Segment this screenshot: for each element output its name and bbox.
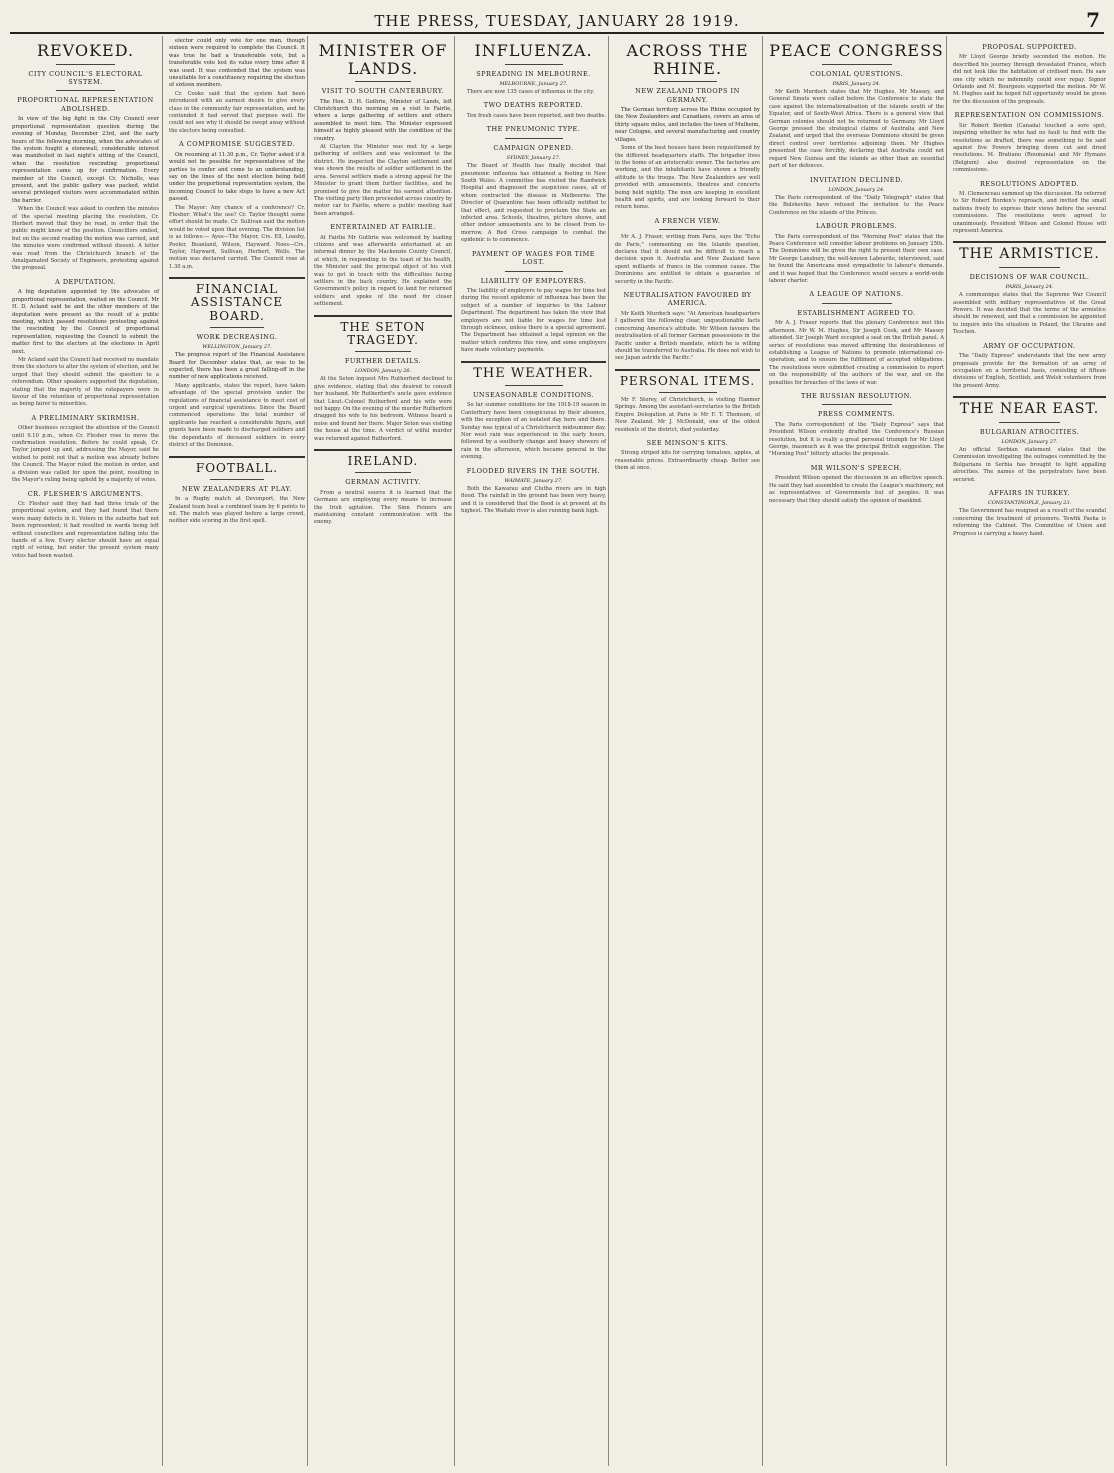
subhead-french-view: A FRENCH VIEW.: [654, 216, 721, 225]
league-body: Mr A. J. Fraser reports that the plenary Conference met this afternoon. Mr W. M. Hughes, Sir Joseph Cook, and Mr Massey attended. Sir Joseph Ward occupied a seat on the British panel. A series of resolutions was moved affirming the desirableness of establishing a League of Nations to promote international co-operation, and to ensure the fulfilment of accepted obligations. The resolutions were submitted creating a commission to report on the responsibility of the authors of the war, and on the penalties for breaches of the laws of war.: [769, 320, 944, 386]
dateline-waimate: WAIMATE, January 27.: [504, 478, 563, 485]
rhine-body-2: Some of the best houses have been requisitioned by the different headquarters staffs. The brigadier lives in the home of an aristocratic owner. The factories are working, and the inhabitants have shown a friendly attitude to the troops. The New Zealanders are well provided with amusements, theatres and concerts being held nightly. The men are keeping in excellent health and spirits, and are looking forward to their return home.: [615, 145, 760, 211]
dateline-london-24: LONDON, January 24.: [828, 186, 885, 193]
column-5: [608, 36, 763, 1466]
wilson-body: President Wilson opened the discussion in an effective speech. He said they had assembled to create the League's machinery, not as representatives of Governments but of peoples. It was necessary that they should satisfy the opinion of mankind.: [769, 475, 944, 504]
subhead-flooded-rivers: FLOODED RIVERS IN THE SOUTH.: [466, 466, 601, 475]
subhead-pr-abolished: PROPORTIONAL REPRESENTATION ABOLISHED.: [17, 96, 154, 113]
subhead-two-deaths: TWO DEATHS REPORTED.: [483, 101, 584, 110]
occupation-body: The "Daily Express" understands that the new army proposals provide for the formation of an army of occupation on a territorial basis, consisting of fifteen divisions of English, Scottish, and Welsh volunteers from the present Army.: [953, 353, 1106, 389]
subhead-deputation: A DEPUTATION.: [55, 277, 116, 286]
resolutions-body: M. Clemenceau summed up the discussion. He referred to Sir Robert Borden's reproach, and invited the small nations freely to express their views before the several commissions. The resolutions were agreed to unanimously. President Wilson and Colonel House will represent America.: [953, 191, 1106, 235]
subhead-resolutions-adopted: RESOLUTIONS ADOPTED.: [979, 179, 1080, 188]
flood-body: Both the Kawarau and Clutha rivers are in high flood. The rainfall in the ground has been very heavy, and it is considered that the flood is at present at its highest. The Waitaki river is also running bank high.: [461, 486, 606, 515]
headline-seton-tragedy: THE SETON TRAGEDY.: [340, 319, 426, 347]
subhead-electoral-system: CITY COUNCIL'S ELECTORAL SYSTEM.: [28, 69, 143, 87]
headline-financial-board: FINANCIAL ASSISTANCE BOARD.: [190, 282, 284, 323]
subhead-german-activity: GERMAN ACTIVITY.: [345, 478, 421, 487]
subhead-nz-at-play: NEW ZEALANDERS AT PLAY.: [181, 484, 293, 493]
column-3: [307, 36, 455, 1466]
subhead-minson-kits: SEE MINSON'S KITS.: [646, 438, 729, 447]
column-4: [454, 36, 609, 1466]
labour-body: The Paris correspondent of the "Morning Post" states that the Peace Conference will consider labour problems on January 25th. The Dominions will be given the right to present their own case. Mr George Lansbury, the well-known Labourite, interviewed, said he found the Americans most sympathetic to labour's demands, and it was hoped that the Conference would secure a world-wide labour charter.: [769, 233, 944, 285]
minister-body: The Hon. D. H. Guthrie, Minister of Lands, left Christchurch this morning on a visit to Fairlie, where a large gathering of settlers and others assembled to meet him. The Minister expressed himself as highly pleased with the condition of the country.: [314, 98, 452, 142]
headline-personal-items: PERSONAL ITEMS.: [619, 373, 756, 388]
subhead-neutralisation: NEUTRALISATION FAVOURED BY AMERICA.: [623, 291, 752, 308]
subhead-russian-resolution: THE RUSSIAN RESOLUTION.: [801, 391, 912, 400]
dateline-paris-24: PARIS, January 24.: [1005, 284, 1054, 291]
financial-body: The progress report of the Financial Assistance Board for December states that, as was to be expected, there has been a great falling-off in the number of new applications received.: [169, 352, 305, 381]
subhead-spreading-melbourne: SPREADING IN MELBOURNE.: [476, 69, 591, 78]
peace-body: Mr Keith Murdoch states that Mr Hughes, Mr Massey, and General Smuts were called before the Conference to state the case against the internationalisation of the islands south of the Equator, and of South-West Africa. There is a general view that German colonies should not be returned to Germany. Mr Lloyd George pressed the strategical claims of Australia and New Zealand, and urged that the overseas Dominions should be given direct control over territories adjoining them. Mr Hughes presented the case forcibly, declaring that Australia could not regard New Guinea and the islands as other than an essential part of her defences.: [769, 89, 944, 170]
subhead-flesher-arguments: CR. FLESHER'S ARGUMENTS.: [27, 489, 144, 498]
continued-body: elector could only vote for one man, though sixteen were required to complete the Council. It was true he had a transferable vote, but a transferable vote lost its value every time after it was used. It was contended that the system was unsuitable for a constituency requiring the election of sixteen members.: [169, 38, 305, 89]
dateline-london-27: LONDON, January 27.: [1001, 439, 1058, 445]
masthead: [10, 10, 1104, 34]
headline-football: FOOTBALL.: [195, 460, 279, 475]
subhead-bulgarian-atrocities: BULGARIAN ATROCITIES.: [979, 427, 1080, 436]
subhead-work-decreasing: WORK DECREASING.: [196, 332, 278, 341]
compromise-body-2: The Mayor: Any chance of a conference? Cr. Flesher: What's the use? Cr. Taylor thought some effort should be made. Cr. Sullivan said the motion would be voted upon that evening. The division list is as follows:— Ayes—The Mayor, Crs. Ell, Loasby, Pooler, Beanland, Wilson, Hayward. Noes—Crs. Taylor, Hayward, Sullivan, Herbert, Wells. The motion was declared carried. The Council rose at 1.30 a.m.: [169, 204, 305, 270]
invitation-body: The Paris correspondent of the "Daily Telegraph" states that the Bolsheviks have refused the invitation to the Peace Conference on the islands of the Princes.: [769, 194, 944, 216]
dateline-paris: PARIS, January 24.: [832, 81, 881, 88]
dateline-london: LONDON, January 26.: [354, 368, 412, 375]
subhead-establishment-agreed: ESTABLISHMENT AGREED TO.: [797, 308, 916, 317]
subhead-nz-troops-germany: NEW ZEALAND TROOPS IN GERMANY.: [635, 87, 740, 104]
minister-body-2: At Clayton the Minister was met by a large gathering of settlers and was welcomed to the district. He inspected the Clayton settlement and was shown the results of soldier settlement in the area. Several settlers made a strong appeal for the Minister to grant them further facilities, and he promised to give the matter his earnest attention. The visiting party then proceeded across country by motor car to Fairlie, where a public meeting had been arranged.: [314, 144, 452, 217]
subhead-proposal-supported: PROPOSAL SUPPORTED.: [982, 43, 1077, 51]
subhead-unseasonable: UNSEASONABLE CONDITIONS.: [472, 390, 595, 399]
skirmish-body: Other business occupied the attention of the Council until 9.10 p.m., when Cr. Flesher rose to move the confirmation resolution. Before he could speak, Cr. Taylor jumped up and, addressing the Mayor, said he wished to point out that a motion was already before the Council. The Mayor ruled the motion in order, and a division was called for upon the point, resulting in the Mayor's ruling being upheld by a majority of votes.: [12, 425, 159, 484]
subhead-preliminary-skirmish: A PRELIMINARY SKIRMISH.: [31, 413, 140, 422]
rhine-body: The German territory across the Rhine occupied by the New Zealanders and Canadians, covers an area of thirty square miles, and includes the town of Mulheim, near Cologne, and several manufacturing and country villages.: [615, 107, 760, 143]
fairlie-body: At Fairlie Mr Guthrie was welcomed by leading citizens and was afterwards entertained at an informal dinner by the Mackenzie County Council, at which, in responding to the toast of his health, the Minister said the principal object of his visit was to get in touch with the difficulties facing settlers in the back country. He explained the Government's policy in regard to land for returned soldiers and spoke of the need for closer settlement.: [314, 234, 452, 308]
subhead-league-of-nations: A LEAGUE OF NATIONS.: [809, 290, 904, 299]
subhead-invitation-declined: INVITATION DECLINED.: [809, 175, 904, 184]
influenza-body-3: The Board of Health has finally decided that pneumonic influenza has obtained a footing in New South Wales. A committee has visited the Randwick Hospital and diagnosed the suspicious cases, all of whom contracted the disease in Melbourne. The Director of Quarantine has been officially notified to that effect, and requested to proclaim the State an infected area. Schools, theatres, picture shows, and other indoor amusements are to be closed from to-morrow. A Red Cross campaign to combat the epidemic is to commence.: [461, 163, 606, 244]
flesher-body: Cr. Flesher said they had had three trials of the proportional system, and they had found that there were many defects in it. Voters in the suburbs had not been represented; it had resulted in wards being left without councillors and representation falling into the hands of a few. Every elector should have an equal right of voting, but under the present system many votes had been wasted.: [12, 500, 159, 559]
column-6: [762, 36, 947, 1466]
subhead-campaign-opened: CAMPAIGN OPENED.: [493, 143, 574, 152]
column-1: [10, 36, 162, 1466]
subhead-labour-problems: LABOUR PROBLEMS.: [815, 222, 898, 231]
column-7: [946, 36, 1109, 1466]
subhead-payment-of-wages: PAYMENT OF WAGES FOR TIME LOST.: [471, 249, 595, 267]
minson-body: Strong striped kits for carrying tomatoes, apples, at reasonable prices. Extraordinarily cheap. Better see them at once.: [615, 450, 760, 472]
deputation-body: A big deputation appointed by the advocates of proportional representation, waited on the Council. Mr H. D. Acland said he and the other members of the deputation were present as the result of a public meeting, which passed resolutions protesting against the rescinding by the Council of proportional representation, requesting the Council to submit the matter first to the electors at the elections in April next.: [12, 289, 159, 355]
dateline-wellington: WELLINGTON, January 27.: [202, 344, 272, 351]
headline-ireland: IRELAND.: [347, 454, 419, 469]
subhead-army-of-occupation: ARMY OF OCCUPATION.: [983, 341, 1076, 350]
seton-body: At the Seton inquest Mrs Rutherford declined to give evidence, stating that she desired to consult her husband. Mr Rutherford's uncle gave evidence that Lieut.-Colonel Rutherford and his wife were not happy. On the evening of the murder Rutherford dragged his wife to his bedroom. Witness heard a noise and found her there. Major Seton was visiting the house at the time. A verdict of wilful murder was returned against Rutherford.: [314, 376, 452, 442]
headline-armistice: THE ARMISTICE.: [959, 246, 1100, 263]
armistice-body: A communique states that the Supreme War Council assembled with military representatives of the Great Powers. It was decided that the terms of the armistice should be renewed, and that a commission be appointed to inquire into the situation in Poland, the Ukraine and Teschen.: [953, 292, 1106, 336]
article-body: In view of the big fight in the City Council over proportional representation question during the evening of Monday, December 23rd, and the early hours of the following morning, when the advocates of the system fought a stonewall, considerable interest was manifested in last night's sitting of the Council, when the resolution rescinding proportional representation came up for confirmation. Every member of the Council, except Cr. Nicholls, was present, and the public gallery was packed, whilst several privileged visitors were accommodated within the barrier.: [12, 116, 159, 204]
commissions-body: Sir Robert Borden (Canada) touched a sore spot, inquiring whether he who had no fault to find with the resolutions as drafted, there was something to be said against five Powers bringing down cut and dried resolutions. M. Bratiano (Roumania) and Mr Hymans (Belgium) also desired representation on the commissions.: [953, 122, 1106, 174]
subhead-press-comments: PRESS COMMENTS.: [817, 410, 896, 419]
headline-across-the-rhine: ACROSS THE RHINE.: [626, 41, 749, 78]
subhead-entertained-fairlie: ENTERTAINED AT FAIRLIE.: [330, 223, 436, 232]
dateline-melbourne: MELBOURNE, January 27.: [499, 81, 568, 88]
subhead-colonial-questions: COLONIAL QUESTIONS.: [810, 69, 903, 78]
subhead-representation-commissions: REPRESENTATION ON COMMISSIONS.: [954, 111, 1105, 120]
subhead-wilson-speech: MR WILSON'S SPEECH.: [810, 463, 903, 472]
compromise-body: On resuming at 11.30 p.m., Cr. Taylor asked if it would not be possible for representatives of the parties to confer and come to an understanding, say on the lines of the next election being held under the proportional representation system, the incoming Council to take steps to have a new Act passed.: [169, 151, 305, 203]
masthead-title: THE PRESS, TUESDAY, JANUARY 28 1919.: [374, 12, 740, 30]
ireland-body: From a neutral source it is learned that the Germans are employing every means to increase the Irish agitation. The Sinn Feiners are maintaining constant communication with the enemy.: [314, 489, 452, 526]
deputation-body-continued: Mr Acland said the Council had received no mandate from the electors to alter the system of election, and he urged that they should submit the question to a referendum. Other speakers supported the deputation, stating that the majority of the ratepayers were in favour of the retention of proportional representation as being fairer to minorities.: [12, 356, 159, 408]
influenza-body-2: Ten fresh cases have been reported, and two deaths.: [467, 112, 606, 119]
dateline-sydney: SYDNEY, January 27.: [506, 155, 561, 162]
russian-body: The Paris correspondent of the "Daily Express" says that President Wilson evidently drafted the Conference's Russian resolution, but it is really a great personal triumph for Mr Lloyd George, inasmuch as it was the principal British suggestion. The "Morning Post" bitterly attacks the proposals.: [769, 421, 944, 458]
headline-near-east: THE NEAR EAST.: [959, 401, 1100, 418]
football-body: In a Rugby match at Devonport, the New Zealand team beat a combined team by 6 points to nil. The match was played before a large crowd, neither side scoring in the first spell.: [169, 496, 305, 525]
headline-peace-congress: PEACE CONGRESS: [769, 41, 944, 60]
page-number: 7: [1086, 8, 1100, 32]
column-2: [162, 36, 308, 1466]
weather-body: So far summer conditions for the 1918-19 season in Canterbury have been conspicuous by their absence, with the exception of an isolated day here and there. Sunday was typical of a Christchurch midsummer day. Nor west rain was experienced in the early hours, followed by a southerly change and heavy showers of rain in the afternoon, which became general in the evening.: [461, 402, 606, 461]
continued-body-2: Cr. Cooke said that the system had been introduced with an earnest desire to give every class in the community fair representation, and he contended it had served that purpose well. He could not see why it should be swept away without the electors being consulted.: [169, 90, 305, 134]
bulgarian-body: An official Serbian statement states that the Commission investigating the outrages committed by the Bulgarians in Serbia has brought to light appalling atrocities. The names of the perpetrators have been secured.: [953, 447, 1106, 483]
wages-body: The liability of employers to pay wages for time lost during the recent epidemic of influenza has been the subject of a number of inquiries to the Labour Department. The department has taken the view that employers are not liable for wages for time lost through sickness, unless there is a special agreement. The Department has obtained a legal opinion on the matter which confirms this view, and some employers have made voluntary payments.: [461, 287, 606, 354]
subhead-liability-employers: LIABILITY OF EMPLOYERS.: [480, 276, 587, 285]
neutralisation-body: Mr Keith Murdoch says: "At American headquarters I gathered the following clear, unquestionable facts concerning America's attitude. Mr Wilson favours the neutralisation of all former German possessions in the Pacific under a British mandate, which he is willing should be transferred to Australia. He does not wish to see Japan astride the Pacific.": [615, 310, 760, 362]
headline-minister-of-lands: MINISTER OF LANDS.: [318, 41, 448, 78]
subhead-further-details: FURTHER DETAILS.: [344, 357, 422, 365]
subhead-war-council: DECISIONS OF WAR COUNCIL.: [969, 272, 1090, 281]
financial-body-2: Many applicants, states the report, have taken advantage of the special provision under the regulations of financial assistance to meet cost of urgent and surgical operations. Since the Board commenced operations the total number of applicants has reached a considerable figure, and grants have been made to discharged soldiers and the dependants of deceased soldiers in every district of the Dominion.: [169, 382, 305, 449]
subhead-compromise: A COMPROMISE SUGGESTED.: [179, 140, 295, 149]
subhead-affairs-turkey: AFFAIRS IN TURKEY.: [989, 489, 1070, 498]
headline-revoked: REVOKED.: [36, 41, 135, 60]
headline-weather: THE WEATHER.: [473, 365, 594, 381]
article-body-continued: When the Council was asked to confirm the minutes of the special meeting placing the resolution, Cr. Herbert moved that they be read, in order that the public might know of the position. Councillors smiled, but on the second reading the motion was carried, and the minutes were confirmed without dissent. A letter was read from the Christchurch branch of the Amalgamated Society of Engineers, protesting against the proposal.: [12, 206, 159, 272]
subhead-pneumonic-type: THE PNEUMONIC TYPE.: [486, 125, 581, 134]
influenza-body-1: There are now 135 cases of influenza in the city.: [467, 89, 595, 96]
dateline-constantinople: CONSTANTINOPLE, January 23.: [987, 500, 1072, 507]
proposal-body: Mr Lloyd George briefly seconded the motion. He described his journey through devastated France, which did not look like the habitation of civilised men. He saw one city which no indemnity could ever repay. Signor Orlando and M. Bourgeois supported the motion. Mr W. M. Hughes said he hoped full opportunity would be given for the discussion of the proposals.: [953, 54, 1106, 105]
personal-body: Mr F. Storey, of Christchurch, is visiting Hanmer Springs. Among the assistant-secretaries to the British Empire Delegation at Paris is Mr F. T. Thomson, of New Zealand. Mr J. McDonald, one of the oldest residents of the district, died yesterday.: [615, 396, 760, 433]
french-view-body: Mr A. J. Fraser, writing from Paris, says the "Echo de Paris," commenting on the Islands question, declares that it should not be difficult to reach a decision upon it. Australia and New Zealand have spent milliards of francs in the common cause. The Dominions are entitled to obtain a guarantee of security in the Pacific.: [615, 234, 760, 285]
headline-influenza: INFLUENZA.: [474, 41, 593, 60]
turkey-body: The Government has resigned as a result of the scandal concerning the treatment of prisoners. Tewfik Pasha is reforming the Cabinet. The Committee of Union and Progress is carrying a heavy hand.: [953, 508, 1106, 537]
subhead-south-canterbury: VISIT TO SOUTH CANTERBURY.: [321, 87, 445, 96]
